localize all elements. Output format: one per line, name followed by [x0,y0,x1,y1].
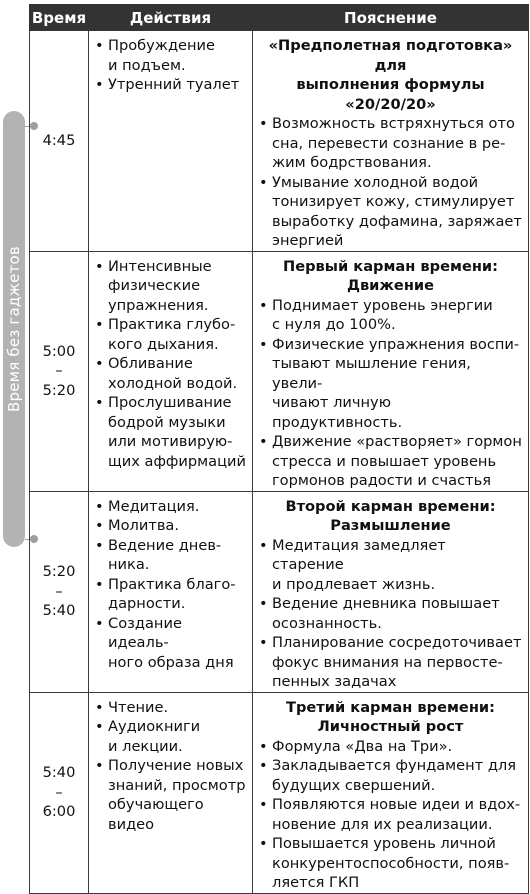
explanation-title: Третий карман времени: Личностный рост [286,698,495,735]
time-start: 5:20 [42,563,76,581]
explanation-item: • Формула «Два на Три». [259,737,522,757]
action-item: • Молитва. [95,516,246,536]
explanation-list [253,296,528,491]
actions-list [89,693,252,835]
explanation-list [253,536,528,692]
time-end: 6:00 [42,803,76,821]
action-item: • Утренний туалет [95,75,246,95]
header-actions: Действия [89,5,253,31]
actions-cell [89,31,253,252]
action-item: • Пробуждение и подъем. [95,36,246,75]
time-dash: – [55,783,63,801]
explanation-title: Первый карман времени: Движение [283,257,498,294]
time-start: 5:40 [42,764,76,782]
explanation-title: Второй карман времени: Размышление [285,497,496,534]
side-label: Время без гаджетов [5,246,23,412]
action-item: • Интенсивные физические упражнения. [95,257,246,316]
action-item: • Создание идеаль- ного образа дня [95,614,246,673]
actions-list [89,492,252,673]
action-item: • Практика глубо- кого дыхания. [95,315,246,354]
explanation-item: • Закладывается фундамент для будущих свершений. [259,756,522,795]
action-item: • Прослушивание бодрой музыки или мотивирую- щих аффирмаций [95,393,246,471]
time-cell [30,251,89,491]
time-end: 5:40 [42,602,76,620]
explanation-item: • Возможность встряхнуться ото сна, перевести сознание в ре- жим бодрствования. [259,114,522,173]
schedule-table [29,4,529,894]
explanation-item: • Ведение дневника повышает осознанность. [259,594,522,633]
table-header-row [30,5,529,31]
action-item: • Ведение днев- ника. [95,536,246,575]
explanation-cell [253,491,529,692]
explanation-item: • Умывание холодной водой тонизирует кожу, стимулирует выработку дофамина, заряжает энергией [259,173,522,251]
explanation-item: • Медитация замедляет старение и продлевает жизнь. [259,536,522,595]
explanation-item: • Появляются новые идеи и вдох- новение для их реализации. [259,795,522,834]
explanation-cell [253,31,529,252]
table-row [30,491,529,692]
action-item: • Медитация. [95,497,246,517]
actions-cell [89,491,253,692]
time-dash: – [55,362,63,380]
actions-list [89,252,252,472]
time-cell [30,31,89,252]
header-time: Время [30,5,89,31]
time-cell [30,491,89,692]
time-value: 4:45 [42,132,76,149]
explanation-item: • Физические упражнения воспи- тывают мышление гения, увели- чивают личную продуктивность. [259,335,522,433]
explanation-cell [253,692,529,893]
explanation-item: • Планирование сосредоточивает фокус внимания на первосте- пенных задачах [259,633,522,692]
explanation-list [253,114,528,251]
table-row [30,692,529,893]
table-row [30,31,529,252]
header-explanation: Пояснение [253,5,529,31]
explanation-list [253,737,528,893]
action-item: • Чтение. [95,698,246,718]
action-item: • Аудиокниги и лекции. [95,717,246,756]
time-end: 5:20 [42,381,76,399]
time-start: 5:00 [42,342,76,360]
explanation-item: • Повышается уровень личной конкурентоспособности, появ- ляется ГКП [259,834,522,893]
table-row [30,251,529,491]
explanation-title: «Предполетная подготовка» для выполнения формулы «20/20/20» [268,37,513,113]
time-cell [30,692,89,893]
explanation-item: • Поднимает уровень энергии с нуля до 100%. [259,296,522,335]
action-item: • Практика благо- дарности. [95,575,246,614]
action-item: • Обливание холодной водой. [95,354,246,393]
action-item: • Получение новых знаний, просмотр обучающего видео [95,756,246,834]
actions-cell [89,692,253,893]
explanation-item: • Движение «растворяет» гормон стресса и повышает уровень гормонов радости и счастья [259,432,522,491]
actions-list [89,31,252,95]
side-label-pill [3,111,25,547]
explanation-cell [253,251,529,491]
time-dash: – [55,582,63,600]
actions-cell [89,251,253,491]
